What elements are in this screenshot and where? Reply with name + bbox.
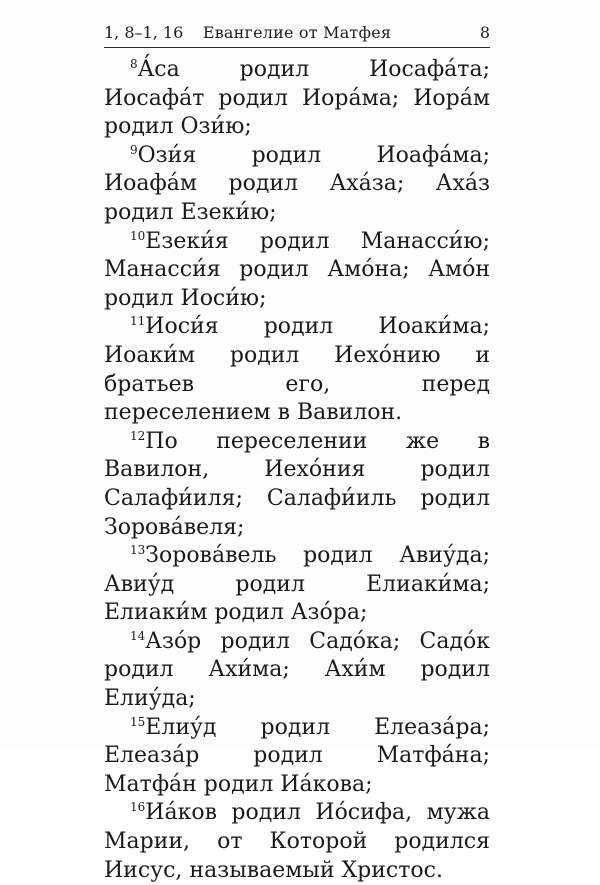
verse-number: 15 <box>130 714 146 729</box>
verse-text: А́са родил Иосафа́та; Иосафа́т родил Иора́ма; Иора́м родил Ози́ю; <box>104 57 490 140</box>
verse-number: 12 <box>130 428 146 443</box>
verse-15 <box>104 714 490 800</box>
verse-text: По переселении же в Вавилон, Иехо́ния родил Салафи́иля; Салафи́иль родил Зорова́веля; <box>104 428 490 540</box>
verse-text: Азо́р родил Садо́ка; Садо́к родил Ахи́ма; Ахи́м родил Елиу́да; <box>104 628 490 712</box>
verse-text: Ози́я родил Иоафа́ма; Иоафа́м родил Аха́за; Аха́з родил Езеки́ю; <box>104 142 490 225</box>
verse-number: 10 <box>130 228 146 243</box>
verse-11 <box>104 313 490 427</box>
page-number: 8 <box>479 23 490 42</box>
verse-text: Иоси́я родил Иоаки́ма; Иоаки́м родил Иехо́нию и братьев его, перед переселением в Вавилон. <box>104 314 490 426</box>
verse-number: 13 <box>130 543 146 558</box>
verse-number: 9 <box>130 142 138 157</box>
verse-10 <box>104 228 490 314</box>
verse-16 <box>104 799 490 885</box>
verse-13 <box>104 542 490 628</box>
verse-text: Иа́ков родил Ио́сифа, мужа Марии, от Которой родился Иисус, называемый Христос. <box>104 800 490 883</box>
verse-number: 16 <box>130 800 146 815</box>
verse-text: Зорова́вель родил Авиу́да; Авиу́д родил Елиаки́ма; Елиаки́м родил Азо́ра; <box>104 543 490 626</box>
chapter-verse-range: 1, 8–1, 16 <box>104 23 184 42</box>
book-title: Евангелие от Матфея <box>202 23 392 42</box>
verse-12 <box>104 428 490 542</box>
verse-number: 14 <box>130 628 146 643</box>
scripture-text <box>104 56 490 885</box>
verse-text: Езеки́я родил Манасси́ю; Манасси́я родил Амо́на; Амо́н родил Иоси́ю; <box>104 228 490 311</box>
header-rule <box>104 47 490 48</box>
verse-8 <box>104 56 490 142</box>
verse-text: Елиу́д родил Елеаза́ра; Елеаза́р родил Матфа́на; Матфа́н родил Иа́кова; <box>104 714 490 797</box>
verse-number: 8 <box>130 57 138 71</box>
verse-number: 11 <box>130 314 146 329</box>
verse-9 <box>104 142 490 228</box>
running-header <box>104 20 490 46</box>
verse-14 <box>104 628 490 714</box>
